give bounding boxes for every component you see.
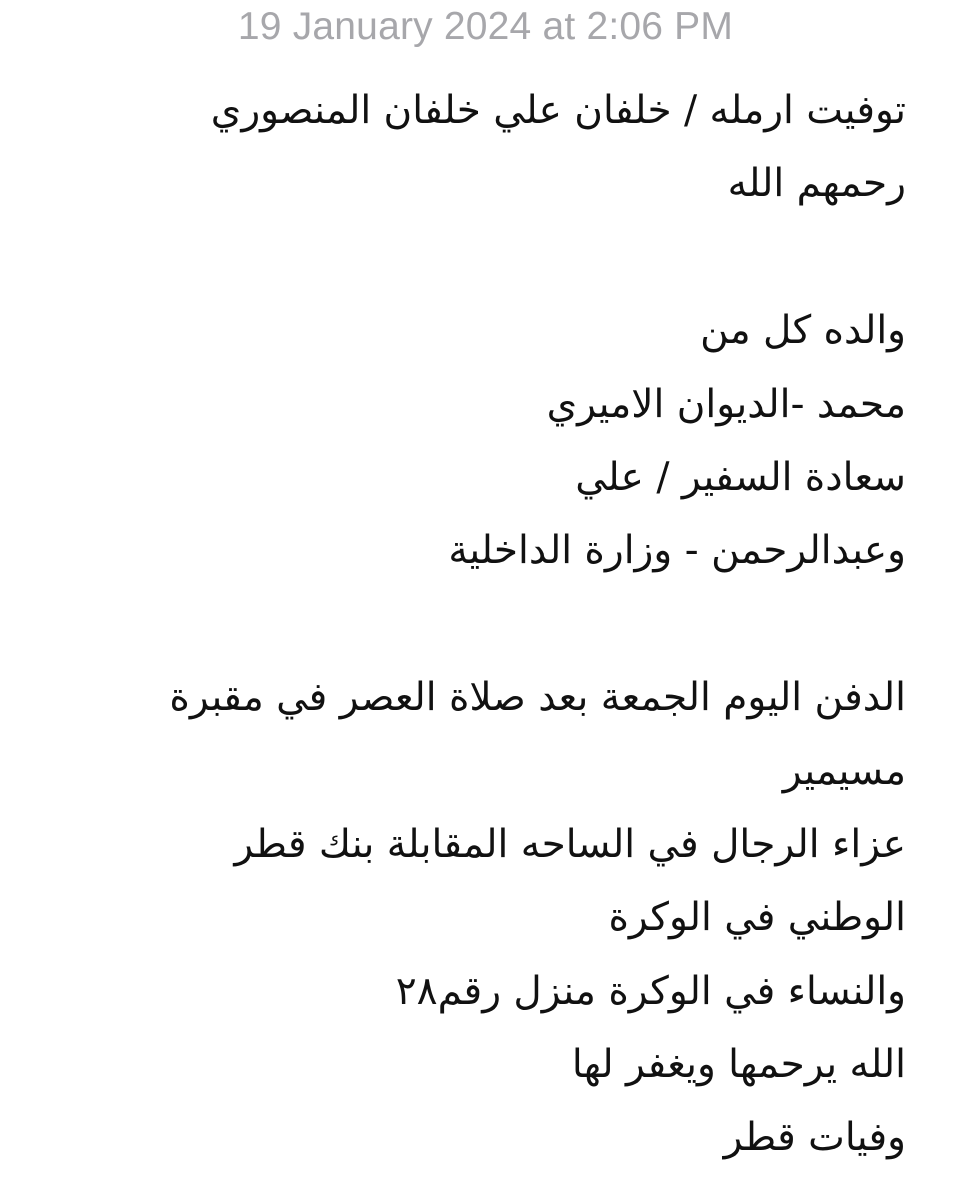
note-line-cemetery: مسيمير	[782, 748, 906, 794]
note-timestamp: 19 January 2024 at 2:06 PM	[237, 5, 734, 48]
note-line-death-notice: توفيت ارمله / خلفان علي خلفان المنصوري	[210, 88, 906, 133]
note-line-source: وفيات قطر	[723, 1115, 906, 1161]
note-line-men-location: الوطني في الوكرة	[608, 895, 906, 941]
note-line-burial: الدفن اليوم الجمعة بعد صلاة العصر في مقبرة	[169, 675, 906, 721]
note-blank-line	[46, 221, 906, 294]
note-line-prayer: رحمهم الله	[727, 161, 906, 207]
note-line-son-ali: سعادة السفير / علي	[575, 454, 906, 500]
note-line-women-condolence: والنساء في الوكرة منزل رقم٢٨	[395, 968, 906, 1014]
note-line-prayer-mercy: الله يرحمها ويغفر لها	[571, 1042, 906, 1088]
note-line-men-condolence: عزاء الرجال في الساحه المقابلة بنك قطر	[234, 821, 906, 867]
note-line-mother-of: والده كل من	[700, 308, 906, 354]
note-blank-line	[46, 588, 906, 661]
note-line-son-mohammed: محمد -الديوان الاميري	[546, 381, 906, 427]
note-line-son-abdulrahman: وعبدالرحمن - وزارة الداخلية	[448, 528, 906, 574]
note-body[interactable]	[46, 74, 906, 1175]
